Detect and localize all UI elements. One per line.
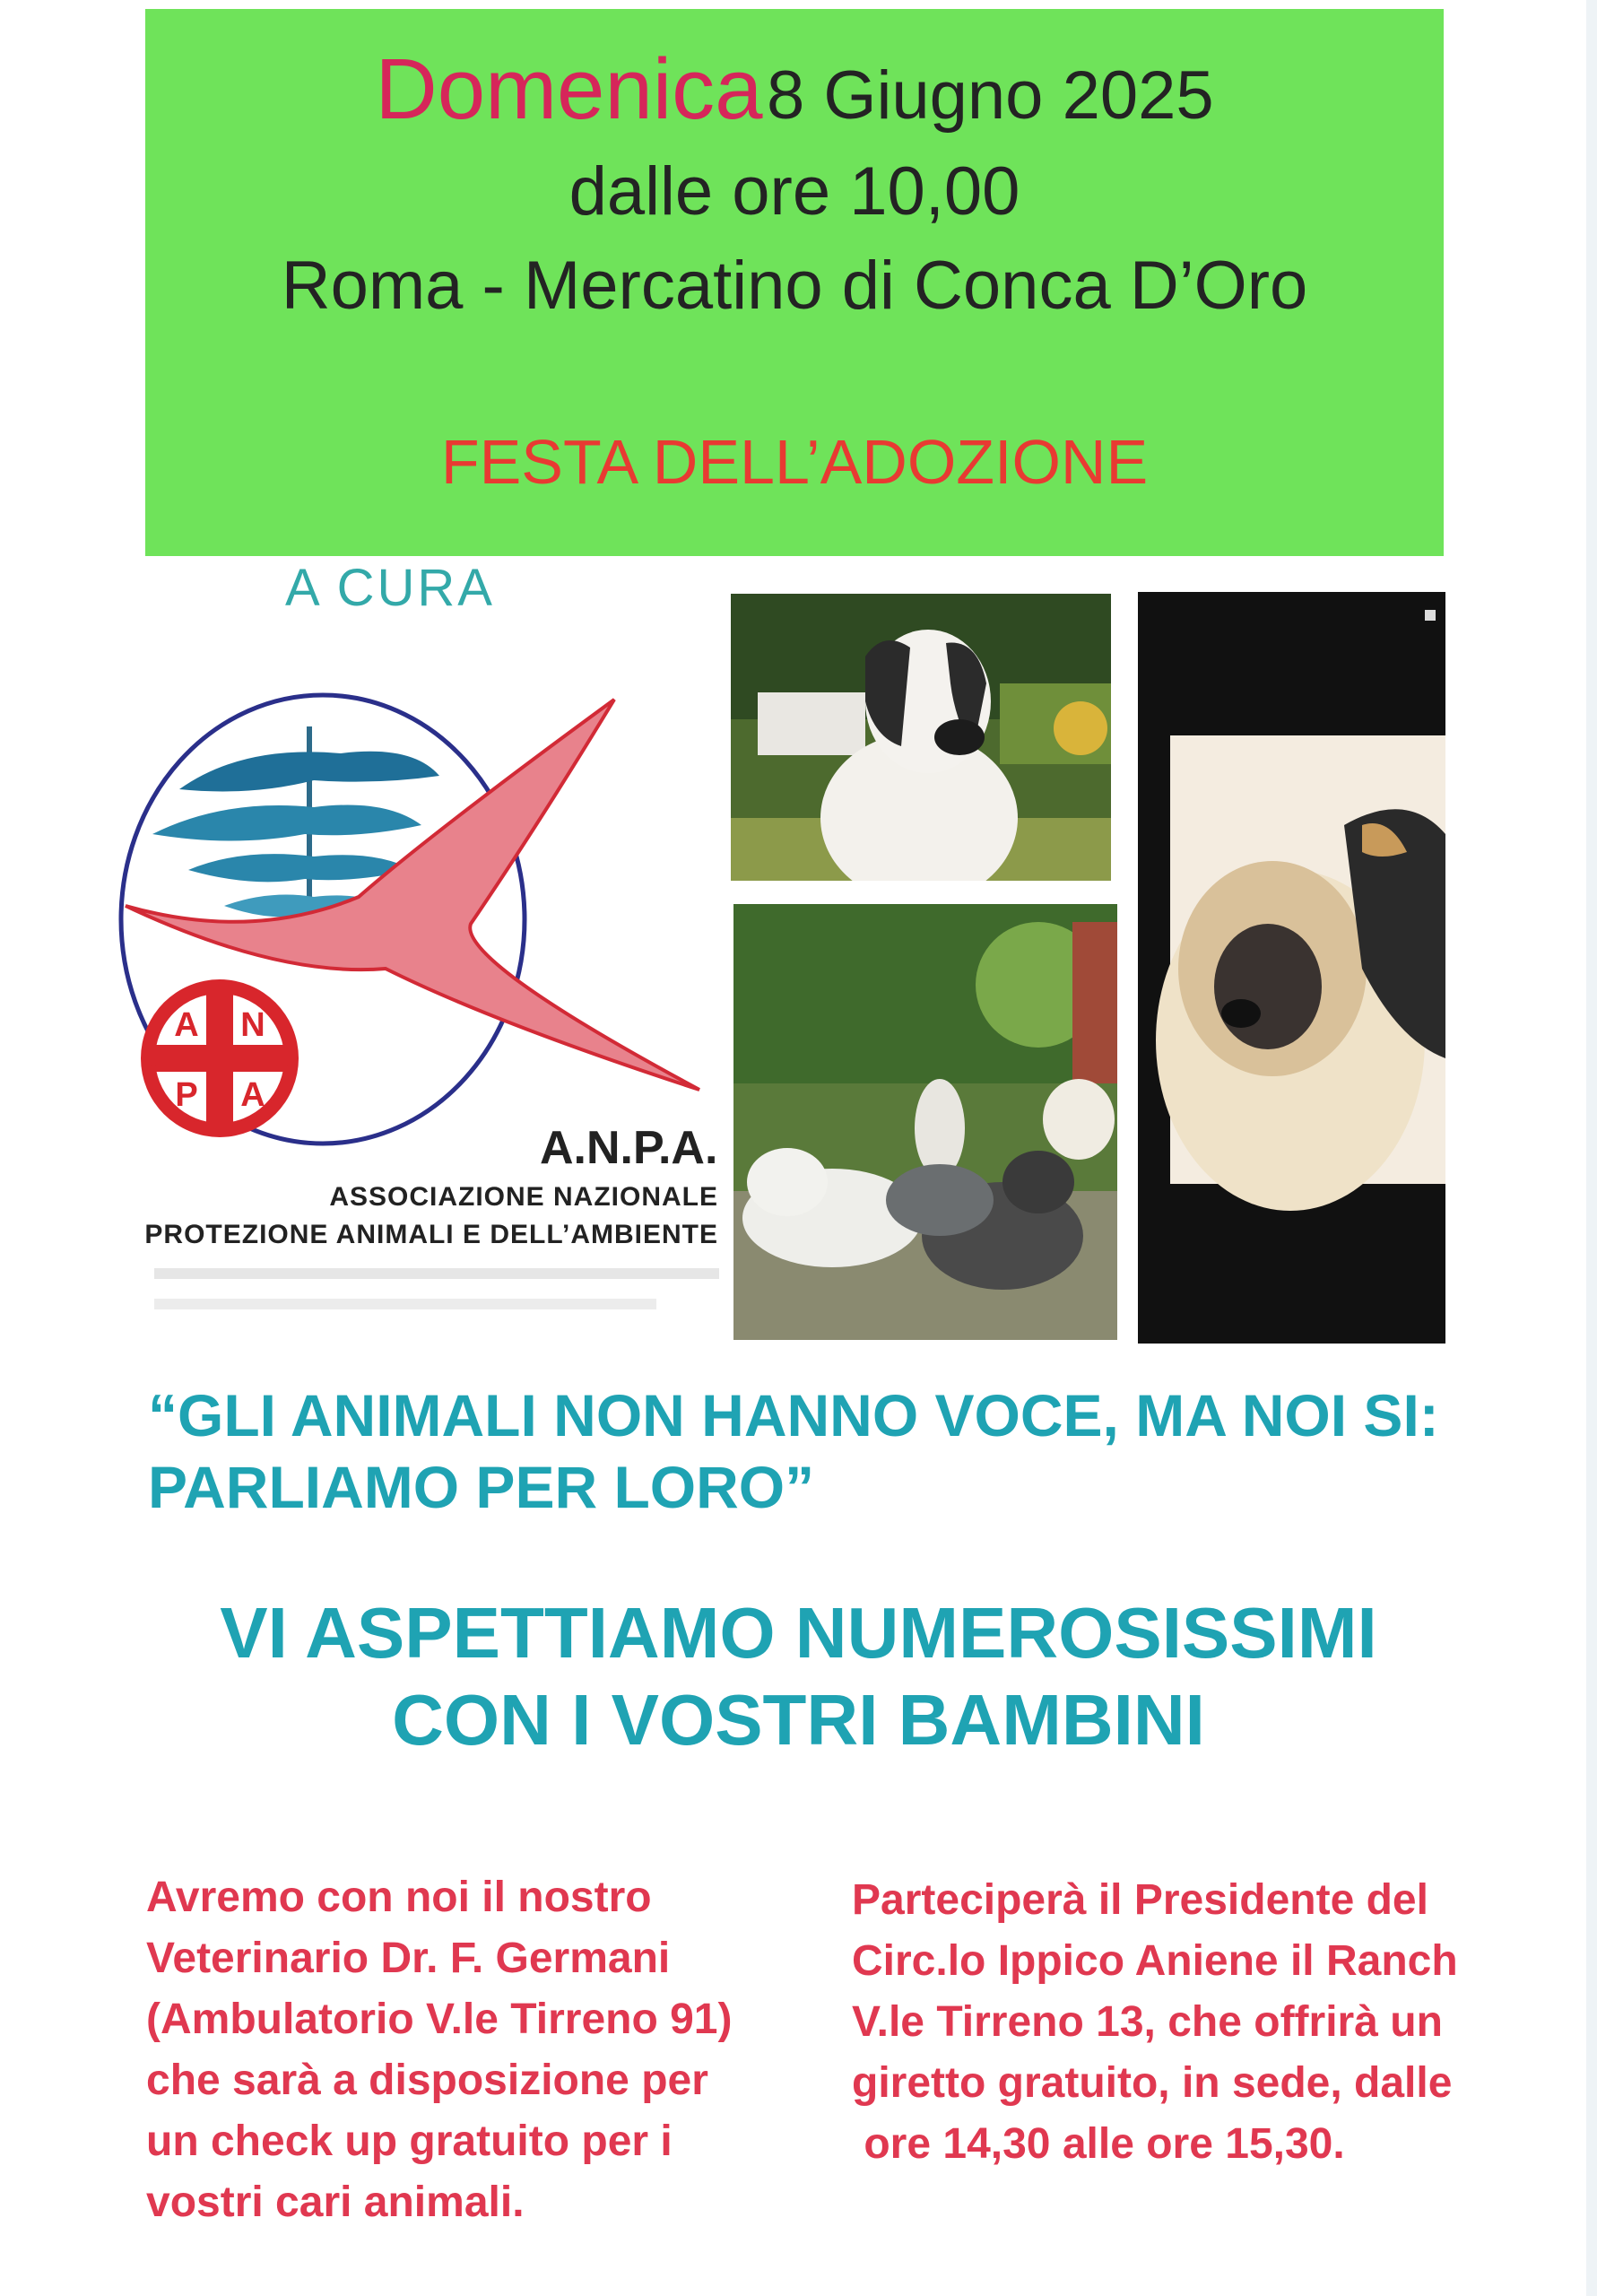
event-place: Roma - Mercatino di Conca D’Oro: [281, 248, 1308, 324]
date-line: [145, 40, 1444, 139]
event-date: 8 Giugno 2025: [767, 57, 1214, 134]
veterinarian-info: [146, 1867, 810, 2233]
vet-line-5: un check up gratuito per i: [146, 2118, 673, 2165]
organizer-name: A.N.P.A.: [540, 1122, 718, 1174]
invite-line-2: CON I VOSTRI BAMBINI: [392, 1680, 1205, 1760]
faint-address-line: [154, 1268, 719, 1279]
ranch-line-3: V.le Tirreno 13, che offrirà un: [852, 1998, 1443, 2046]
vet-line-2: Veterinario Dr. F. Germani: [146, 1935, 671, 1982]
quote-line-1: “GLI ANIMALI NON HANNO VOCE, MA NOI SI:: [148, 1382, 1439, 1448]
ranch-line-2: Circ.lo Ippico Aniene il Ranch: [852, 1937, 1458, 1985]
faint-contact-line: [154, 1299, 656, 1309]
invite-line-1: VI ASPETTIAMO NUMEROSISSIMI: [220, 1593, 1377, 1673]
anpa-logo: [117, 691, 726, 1193]
event-day: Domenica: [375, 41, 763, 137]
event-header: [145, 9, 1444, 556]
page-edge: [1586, 0, 1597, 2296]
vet-line-3: (Ambulatorio V.le Tirreno 91): [146, 1996, 733, 2043]
dog-photo-2: [733, 904, 1117, 1340]
ranch-line-4: giretto gratuito, in sede, dalle: [852, 2059, 1453, 2107]
cross-badge-icon: [141, 979, 299, 1137]
organizer-intro: A CURA: [285, 559, 495, 617]
ranch-info: [852, 1870, 1515, 2175]
organizer-fullname-line1: ASSOCIAZIONE NAZIONALE: [329, 1182, 718, 1212]
vet-line-1: Avremo con noi il nostro: [146, 1874, 652, 1921]
logo-letter-a1: A: [174, 1006, 199, 1044]
vet-line-6: vostri cari animali.: [146, 2179, 525, 2226]
logo-letter-n: N: [240, 1006, 265, 1044]
logo-letter-a2: A: [240, 1076, 265, 1114]
organizer-fullname-line2: PROTEZIONE ANIMALI E DELL’AMBIENTE: [144, 1220, 718, 1249]
quote-line-2: PARLIAMO PER LORO”: [148, 1454, 815, 1520]
event-time: dalle ore 10,00: [568, 153, 1020, 230]
ranch-line-1: Parteciperà il Presidente del: [852, 1876, 1428, 1924]
vet-line-4: che sarà a disposizione per: [146, 2057, 708, 2104]
logo-letter-p: P: [175, 1076, 198, 1114]
dog-photo-3: [1138, 592, 1445, 1344]
event-title: FESTA DELL’ADOZIONE: [440, 427, 1149, 497]
dog-photo-1: [731, 594, 1111, 881]
ranch-line-5: ore 14,30 alle ore 15,30.: [852, 2120, 1345, 2168]
